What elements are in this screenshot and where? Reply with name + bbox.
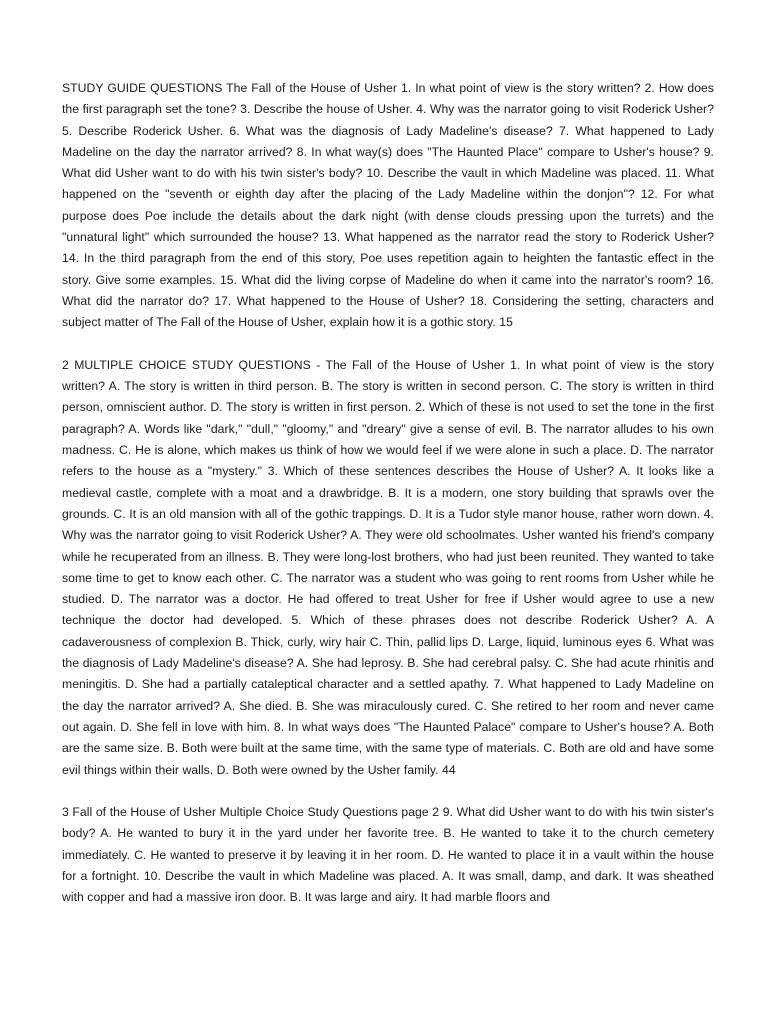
multiple-choice-page-2-paragraph: 3 Fall of the House of Usher Multiple Choice Study Questions page 2 9. What did Usher want to do with his twin sister's body? A. He wanted to bury it in the yard under her favorite tree. B. He wanted to take it to the church cemetery immediately. C. He wanted to preserve it by leaving it in her room. D. He wanted to place it in a vault within the house for a fortnight. 10. Describe the vault in which Madeline was placed. A. It was small, damp, and dark. It was sheathed with copper and had a massive iron door. B. It was large and airy. It had marble floors and xyxy=(62,805,714,905)
study-guide-questions-paragraph: STUDY GUIDE QUESTIONS The Fall of the House of Usher 1. In what point of view is the story written? 2. How does the first paragraph set the tone? 3. Describe the house of Usher. 4. Why was the narrator going to visit Roderick Usher? 5. Describe Roderick Usher. 6. What was the diagnosis of Lady Madeline's disease? 7. What happened to Lady Madeline on the day the narrator arrived? 8. In what way(s) does "The Haunted Place" compare to Usher's house? 9. What did Usher want to do with his twin sister's body? 10. Describe the vault in which Madeline was placed. 11. What happened on the "seventh or eighth day after the placing of the Lady Madeline within the donjon"? 12. For what purpose does Poe include the details about the dark night (with dense clouds pressing upon the turrets) and the "unnatural light" which surrounded the house? 13. What happened as the narrator read the story to Roderick Usher? 14. In the third paragraph from the end of this story, Poe uses repetition again to heighten the fantastic effect in the story. Give some examples. 15. What did the living corpse of Madeline do when it came into the narrator's room? 16. What did the narrator do? 17. What happened to the House of Usher? 18. Considering the setting, characters and subject matter of The Fall of the House of Usher, explain how it is a gothic story. 15 xyxy=(62,81,714,330)
document-body xyxy=(62,78,714,930)
multiple-choice-questions-paragraph: 2 MULTIPLE CHOICE STUDY QUESTIONS - The Fall of the House of Usher 1. In what point of view is the story written? A. The story is written in third person. B. The story is written in second person. C. The story is written in third person, omniscient author. D. The story is written in first person. 2. Which of these is not used to set the tone in the first paragraph? A. Words like "dark," "dull," "gloomy," and "dreary" give a sense of evil. B. The narrator alludes to his own madness. C. He is alone, which makes us think of how we would feel if we were alone in such a place. D. The narrator refers to the house as a "mystery." 3. Which of these sentences describes the House of Usher? A. It looks like a medieval castle, complete with a moat and a drawbridge. B. It is a modern, one story building that sprawls over the grounds. C. It is an old mansion with all of the gothic trappings. D. It is a Tudor style manor house, rather worn down. 4. Why was the narrator going to visit Roderick Usher? A. They were old schoolmates. Usher wanted his friend's company while he recuperated from an illness. B. They were long-lost brothers, who had just been reunited. They wanted to take some time to get to know each other. C. The narrator was a student who was going to rent rooms from Usher while he studied. D. The narrator was a doctor. He had offered to treat Usher for free if Usher would agree to use a new technique the doctor had developed. 5. Which of these phrases does not describe Roderick Usher? A. A cadaverousness of complexion B. Thick, curly, wiry hair C. Thin, pallid lips D. Large, liquid, luminous eyes 6. What was the diagnosis of Lady Madeline's disease? A. She had leprosy. B. She had cerebral palsy. C. She had acute rhinitis and meningitis. D. She had a partially cataleptical character and a settled apathy. 7. What happened to Lady Madeline on the day the narrator arrived? A. She died. B. She was miraculously cured. C. She retired to her room and never came out again. D. She fell in love with him. 8. In what ways does "The Haunted Palace" compare to Usher's house? A. Both are the same size. B. Both were built at the same time, with the same type of materials. C. Both are old and have some evil things within their walls. D. Both were owned by the Usher family. 44 xyxy=(62,357,714,777)
